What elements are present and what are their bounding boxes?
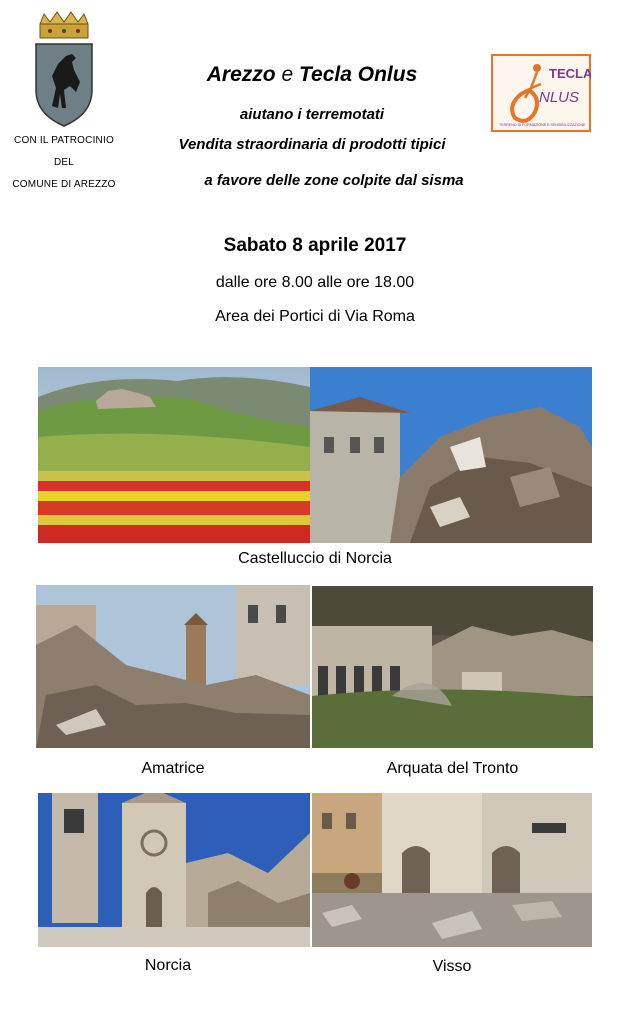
caption-visso: Visso — [432, 958, 472, 975]
amatrice-photo — [36, 585, 310, 748]
caption-norcia: Norcia — [144, 957, 192, 974]
event-place: Area dei Portici di Via Roma — [215, 308, 415, 325]
castelluccio-landscape-photo — [38, 367, 310, 543]
caption-arquata: Arquata del Tronto — [386, 760, 519, 777]
patronage-line-3: COMUNE DI AREZZO — [12, 179, 116, 190]
org-tecla: Tecla Onlus — [298, 63, 418, 86]
svg-text:TECLA: TECLA — [549, 66, 591, 81]
visso-photo — [312, 793, 592, 947]
patronage-line-1: CON IL PATROCINIO — [14, 135, 114, 146]
conjunction: e — [281, 63, 294, 86]
caption-amatrice: Amatrice — [141, 760, 205, 777]
org-arezzo: Arezzo — [206, 63, 276, 86]
header-line-4: a favore delle zone colpite dal sisma — [204, 172, 464, 189]
arquata-photo — [312, 586, 593, 748]
event-date: Sabato 8 aprile 2017 — [223, 235, 407, 256]
header-line-2: aiutano i terremotati — [239, 106, 385, 123]
arezzo-crest-logo — [30, 10, 98, 128]
caption-castelluccio: Castelluccio di Norcia — [238, 550, 392, 567]
patronage-line-2: DEL — [53, 157, 75, 168]
norcia-photo — [38, 793, 310, 947]
castelluccio-ruins-photo — [310, 367, 592, 543]
svg-text:NLUS: NLUS — [539, 89, 580, 106]
event-hours: dalle ore 8.00 alle ore 18.00 — [215, 274, 415, 291]
svg-text:TERRENO DI FORMAZIONE E SENSIB: TERRENO DI FORMAZIONE E SENSIBILIZZAZIONE — [499, 123, 586, 127]
header-title — [130, 63, 494, 87]
tecla-onlus-logo — [491, 54, 591, 132]
header-line-3: Vendita straordinaria di prodotti tipici — [178, 136, 446, 153]
